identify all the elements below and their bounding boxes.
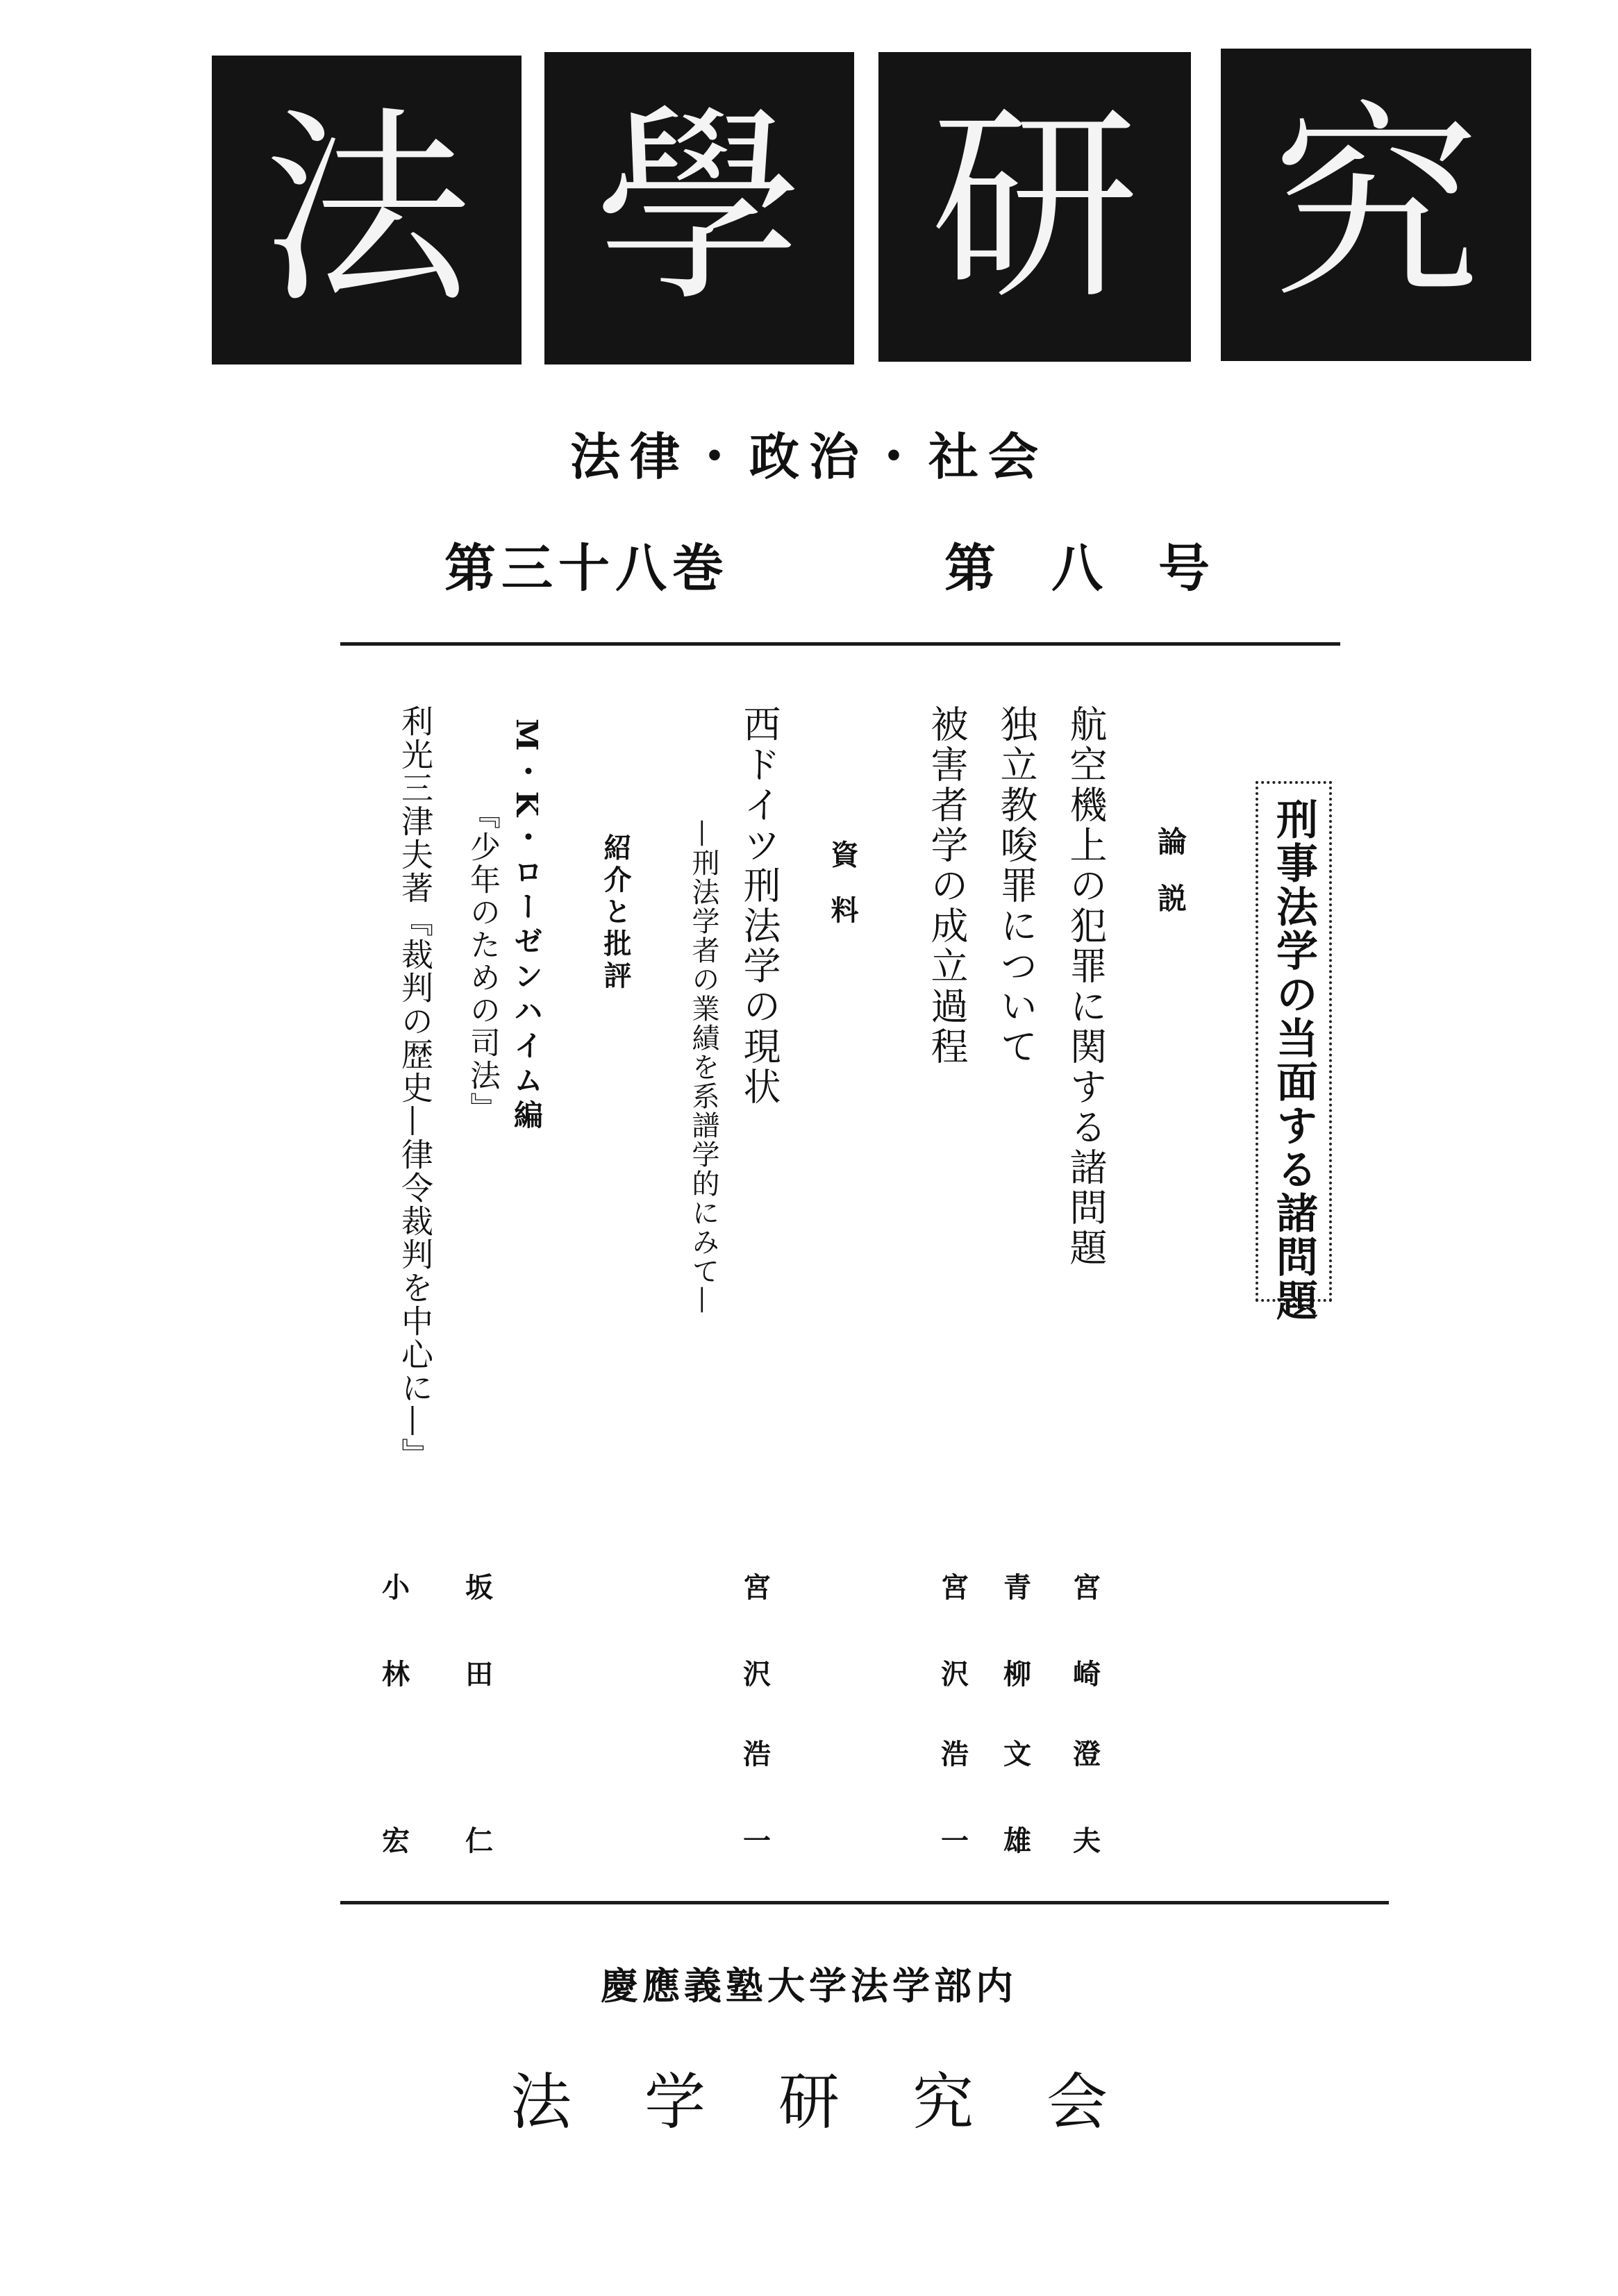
masthead-tile-1: [212, 56, 522, 364]
author-char: 宮: [743, 1572, 771, 1604]
publisher-line2: 法学研究会: [510, 2066, 1181, 2138]
author-char: 林: [382, 1659, 410, 1691]
author-char: 柳: [1003, 1659, 1031, 1691]
author-char: 沢: [941, 1659, 969, 1691]
masthead-char: 學: [595, 87, 803, 329]
author-char: 宮: [1073, 1572, 1101, 1604]
section-ronsetsu: 論説: [1153, 826, 1187, 940]
author-char: 一: [743, 1825, 771, 1857]
top-rule: [340, 642, 1340, 646]
author-char: 一: [941, 1825, 969, 1857]
author-char: 青: [1003, 1572, 1031, 1604]
article-title-3: 被害者学の成立過程: [925, 705, 969, 1067]
author-char: 夫: [1073, 1825, 1101, 1857]
subtitle: 法律・政治・社会: [569, 428, 1048, 486]
author-char: 沢: [743, 1659, 771, 1691]
masthead-tile-3: [878, 52, 1191, 362]
author-char: 澄: [1073, 1738, 1101, 1770]
article-title-4: 西ドイツ刑法学の現状: [737, 705, 781, 1107]
author-char: 坂: [465, 1572, 493, 1604]
masthead-tile-4: [1221, 49, 1531, 361]
masthead-tile-2: [544, 52, 854, 364]
author-char: 文: [1003, 1738, 1031, 1770]
section-shokai: 紹介と批評: [599, 833, 631, 993]
article-subtitle-5: 『少年のための司法』: [465, 798, 500, 1125]
author-char: 仁: [465, 1825, 493, 1857]
article-title-6: 利光三津夫著『裁判の歴史—律令裁判を中心に—』: [397, 705, 434, 1471]
author-char: 雄: [1003, 1825, 1031, 1857]
masthead-char: 究: [1271, 83, 1481, 326]
author-char: 田: [465, 1659, 493, 1691]
feature-title: 刑事法学の当面する諸問題: [1269, 798, 1318, 1323]
volume: 第三十八巻: [444, 539, 729, 598]
masthead-char: 研: [931, 85, 1139, 328]
article-title-2: 独立教唆罪について: [994, 705, 1038, 1067]
author-char: 浩: [743, 1738, 771, 1770]
author-char: 宮: [941, 1572, 969, 1604]
author-char: 小: [382, 1572, 410, 1604]
article-subtitle-4: —刑法学者の業績を系譜学的にみて—: [687, 819, 719, 1315]
author-char: 浩: [941, 1738, 969, 1770]
masthead-char: 法: [262, 88, 471, 331]
article-title-5: M・K・ローゼンハイム編: [510, 719, 544, 1134]
publisher-line1: 慶應義塾大学法学部内: [601, 1964, 1017, 2008]
article-title-1: 航空機上の犯罪に関する諸問題: [1064, 705, 1108, 1268]
issue: 第八号: [944, 539, 1265, 598]
author-char: 宏: [382, 1825, 410, 1857]
bottom-rule: [340, 1901, 1389, 1904]
section-shiryo: 資料: [826, 840, 858, 951]
feature-title-box: [1256, 781, 1332, 1323]
author-char: 崎: [1073, 1659, 1101, 1691]
